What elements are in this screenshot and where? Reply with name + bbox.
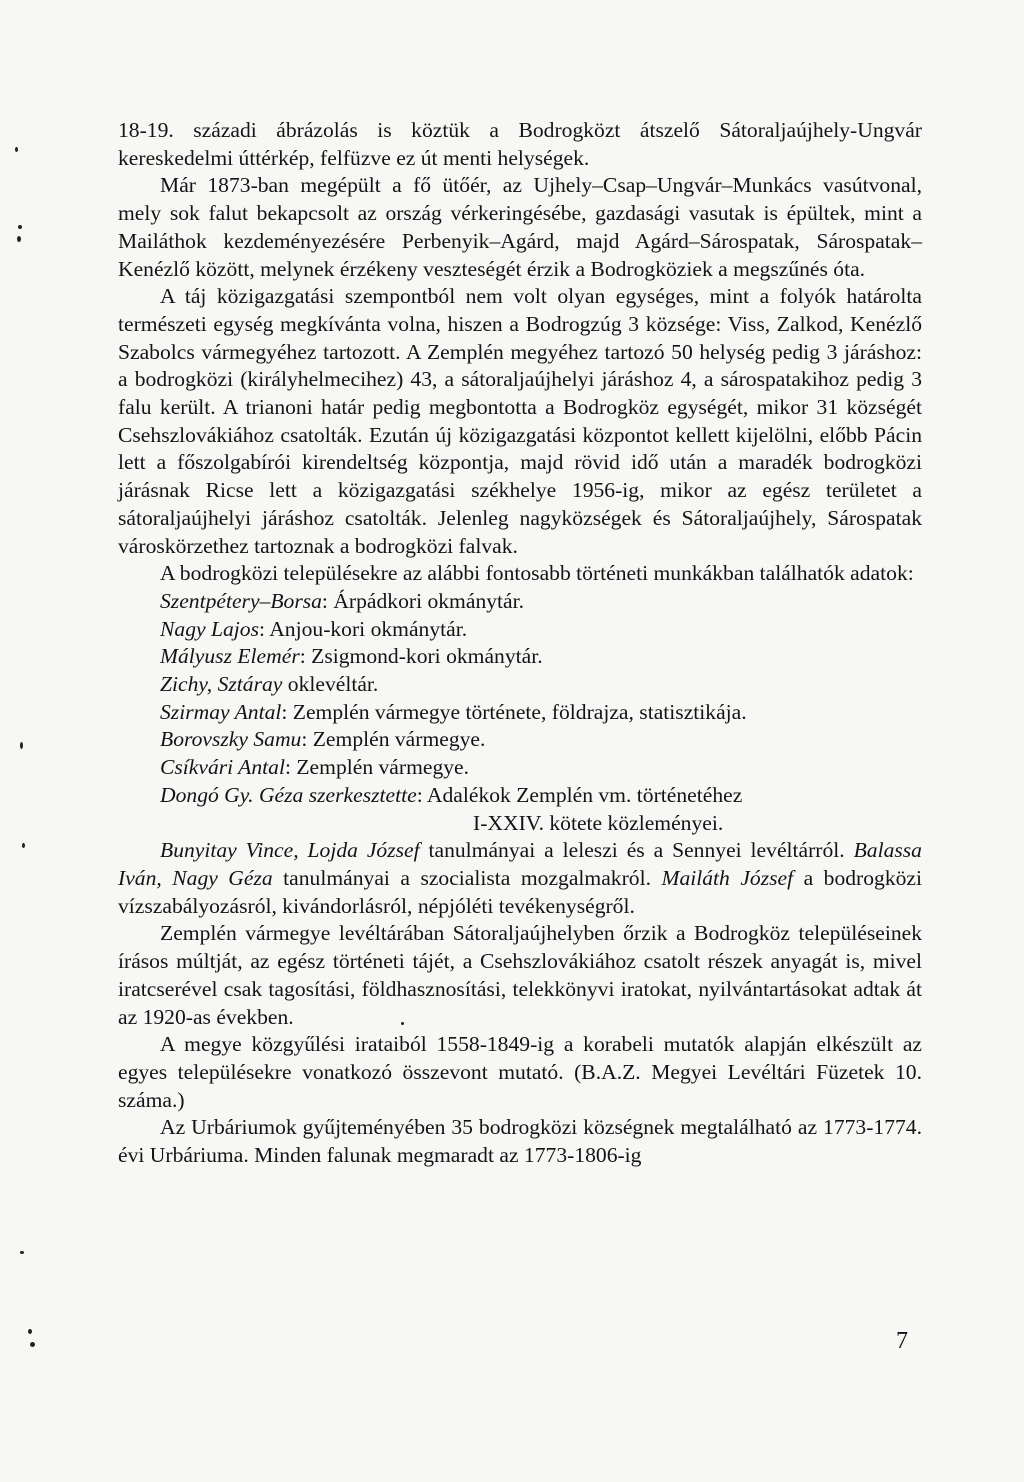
paragraph-text: A megye közgyűlési irataiból 1558-1849-ig a korabeli mutatók alapján elkészült az egyes településekre vonatkozó összevont mutató. (B.A.Z. Megyei Levéltári Füzetek 10. száma.) [118, 1032, 922, 1112]
reference-continuation: I-XXIV. kötete közleményei. [473, 810, 724, 835]
scan-speck [20, 742, 23, 749]
reference-item [118, 699, 922, 727]
author-name: Bunyitay Vince, Lojda József [160, 838, 420, 863]
scan-speck [401, 1022, 404, 1025]
author-name: Balassa Iván, Nagy Géza [118, 838, 922, 890]
reference-title: : Zemplén vármegye. [284, 755, 470, 780]
reference-title: : Zsigmond-kori okmánytár. [299, 644, 543, 669]
paragraph [118, 172, 922, 283]
paragraphs-before-references [118, 117, 922, 588]
paragraph-text: tanulmányai a szocialista mozgalmakról. [272, 865, 662, 890]
reference-item [118, 782, 922, 810]
reference-title: : Adalékok Zemplén vm. történetéhez [416, 782, 743, 807]
reference-item [118, 588, 922, 616]
reference-list [118, 588, 922, 810]
author-name: Mailáth József [661, 865, 794, 890]
reference-author: Szentpétery–Borsa [160, 588, 322, 613]
scan-speck [15, 147, 18, 152]
reference-author: Dongó Gy. Géza szerkesztette [160, 782, 417, 807]
paragraph-text: a bodrogközi vízszabályozásról, kivándorlásról, népjóléti tevékenységről. [118, 865, 923, 918]
paragraph [118, 837, 922, 920]
paragraph-text: A bodrogközi településekre az alábbi fontosabb történeti munkákban találhatók adatok: [160, 561, 914, 586]
paragraph-text: tanulmányai a leleszi és a Sennyei levéltárról. [419, 838, 854, 863]
paragraph [118, 1114, 922, 1169]
paragraphs-after-references [118, 837, 922, 1169]
scan-speck [18, 225, 22, 229]
body-text [118, 117, 922, 1170]
reference-author: Csíkvári Antal [160, 755, 285, 780]
reference-author: Zichy, Sztáray [160, 672, 283, 697]
reference-title: : Árpádkori okmánytár. [321, 588, 525, 613]
paragraph-text: 18-19. századi ábrázolás is köztük a Bodrogközt átszelő Sátoraljaújhely-Ungvár kereskedelmi úttérkép, felfüzve ez út menti helységek. [118, 118, 922, 170]
paragraph-text: A táj közigazgatási szempontból nem volt olyan egységes, mint a folyók határolta természeti egység megkívánta volna, hiszen a Bodrogzúg 3 községe: Viss, Zalkod, Kenézlő Szabolcs vármegyéhez tartozott. A Zemplén megyéhez tartozó 50 helység pedig 3 járáshoz: a bodrogközi (királyhelmecihez) 43, a sátoraljaújhelyi járáshoz 4, a sárospatakihoz pedig 3 falu került. A trianoni határ pedig megbontotta a Bodrogköz egységét, mikor 31 községét Csehszlovákiához csatolták. Ezután új közigazgatási központot kellett kijelölni, előbb Pácin lett a főszolgabírói kirendeltség központja, majd rövid idő után a maradék bodrogközi járásnak Ricse lett a közigazgatási székhelye 1956-ig, mikor az egész területet a sátoraljaújhelyi járáshoz csatolták. Jelenleg nagyközségek és Sátoraljaújhely, Sárospatak városkörzethez tartoznak a bodrogközi falvak. [118, 284, 922, 558]
paragraph [118, 283, 922, 560]
scan-speck [30, 1342, 35, 1347]
page-number: 7 [896, 1328, 908, 1354]
paragraph-text: Zemplén vármegye levéltárában Sátoraljaújhelyben őrzik a Bodrogköz településeinek írásos múltját, az egész történeti tájét, a Csehszlovákiához csatolt részek anyagát is, mivel iratcserével csak tagosítási, földhasznosítási, telekkönyvi iratokat, nyilvántartásokat adtak át az 1920-as években. [118, 921, 922, 1029]
scan-speck [17, 236, 21, 242]
reference-author: Mályusz Elemér [160, 644, 300, 669]
reference-item [118, 671, 922, 699]
paragraph [118, 117, 922, 172]
scan-speck [20, 1251, 24, 1254]
reference-item [118, 754, 922, 782]
paragraph [118, 560, 922, 588]
reference-author: Nagy Lajos [160, 616, 259, 641]
reference-author: Borovszky Samu [160, 727, 302, 752]
scan-speck [28, 1329, 32, 1334]
scan-speck [22, 843, 25, 848]
reference-item [118, 643, 922, 671]
reference-title: : Zemplén vármegye története, földrajza, statisztikája. [281, 699, 747, 724]
reference-title: oklevéltár. [282, 672, 379, 697]
reference-title: : Anjou-kori okmánytár. [259, 616, 468, 641]
reference-item [118, 726, 922, 754]
paragraph [118, 920, 922, 1031]
reference-item [118, 616, 922, 644]
reference-author: Szirmay Antal [160, 699, 282, 724]
paragraph-text: Az Urbáriumok gyűjteményében 35 bodrogközi községnek megtalálható az 1773-1774. évi Urbáriuma. Minden falunak megmaradt az 1773-1806-ig [118, 1115, 922, 1168]
reference-title: : Zemplén vármegye. [301, 727, 486, 752]
paragraph-text: Már 1873-ban megépült a fő ütőér, az Ujhely–Csap–Ungvár–Munkács vasútvonal, mely sok falut bekapcsolt az ország vérkeringésébe, gazdasági vasutak is épültek, mint a Mailáthok kezdeményezésére Perbenyik–Agárd, majd Agárd–Sárospatak, Sárospatak–Kenézlő között, melynek érzékeny veszteségét érzik a Bodrogköziek a megszűnés óta. [118, 173, 922, 281]
paragraph [118, 1031, 922, 1114]
